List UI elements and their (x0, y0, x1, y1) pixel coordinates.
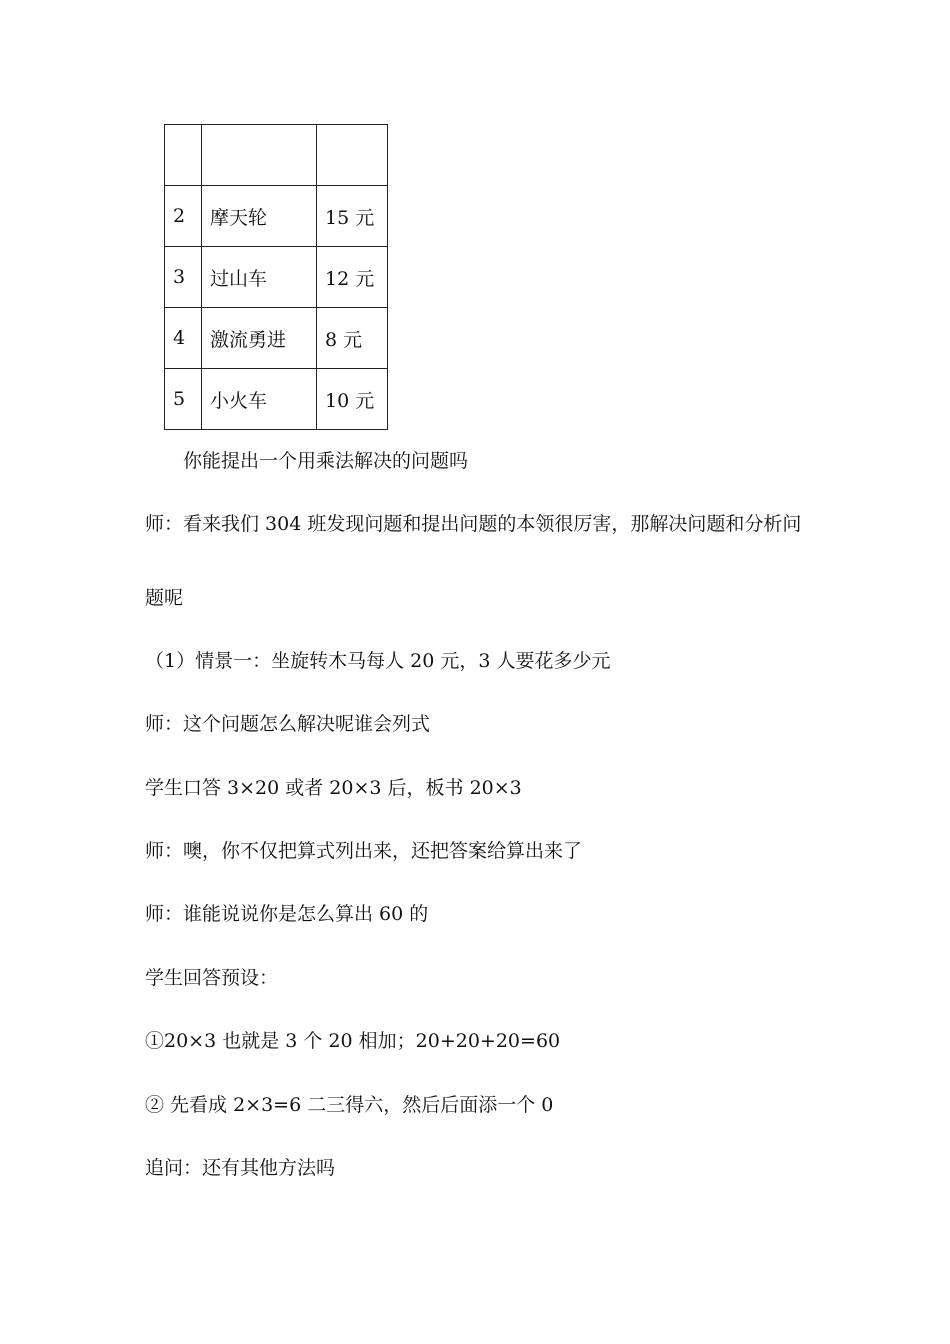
table-row (165, 186, 388, 247)
student-answer: 学生口答 3×20 或者 20×3 后，板书 20×3 (145, 777, 522, 799)
table-row (165, 369, 388, 430)
teacher-question: 师：这个问题怎么解决呢谁会列式 (145, 713, 431, 735)
followup-question: 追问：还有其他方法吗 (145, 1157, 336, 1179)
ride-name: 激流勇进 (202, 308, 317, 369)
ride-price: 12 元 (317, 247, 388, 308)
teacher-remark-line-1: 师：看来我们 304 班发现问题和提出问题的本领很厉害，那解决问题和分析问 (145, 513, 802, 535)
ride-price: 15 元 (317, 186, 388, 247)
scenario-one: （1）情景一：坐旋转木马每人 20 元，3 人要花多少元 (145, 650, 611, 672)
table-cell (165, 125, 202, 186)
teacher-remark-line-2: 题呢 (145, 587, 184, 609)
row-number: 4 (165, 308, 202, 369)
ride-price: 8 元 (317, 308, 388, 369)
teacher-followup: 师：谁能说说你是怎么算出 60 的 (145, 903, 429, 925)
question-prompt: 你能提出一个用乘法解决的问题吗 (183, 450, 469, 472)
ride-name: 过山车 (202, 247, 317, 308)
table-row (165, 308, 388, 369)
ride-name: 小火车 (202, 369, 317, 430)
preset-answer-1: ①20×3 也就是 3 个 20 相加；20+20+20=60 (145, 1030, 561, 1052)
row-number: 2 (165, 186, 202, 247)
row-number: 3 (165, 247, 202, 308)
preset-answers-heading: 学生回答预设： (145, 967, 279, 989)
teacher-praise: 师：噢，你不仅把算式列出来，还把答案给算出来了 (145, 840, 583, 862)
table-row (165, 247, 388, 308)
ride-name: 摩天轮 (202, 186, 317, 247)
table-header-row (165, 125, 388, 186)
ride-price: 10 元 (317, 369, 388, 430)
ride-price-table (164, 124, 388, 430)
row-number: 5 (165, 369, 202, 430)
table-cell (202, 125, 317, 186)
table-cell (317, 125, 388, 186)
preset-answer-2: ② 先看成 2×3=6 二三得六，然后后面添一个 0 (145, 1094, 554, 1116)
